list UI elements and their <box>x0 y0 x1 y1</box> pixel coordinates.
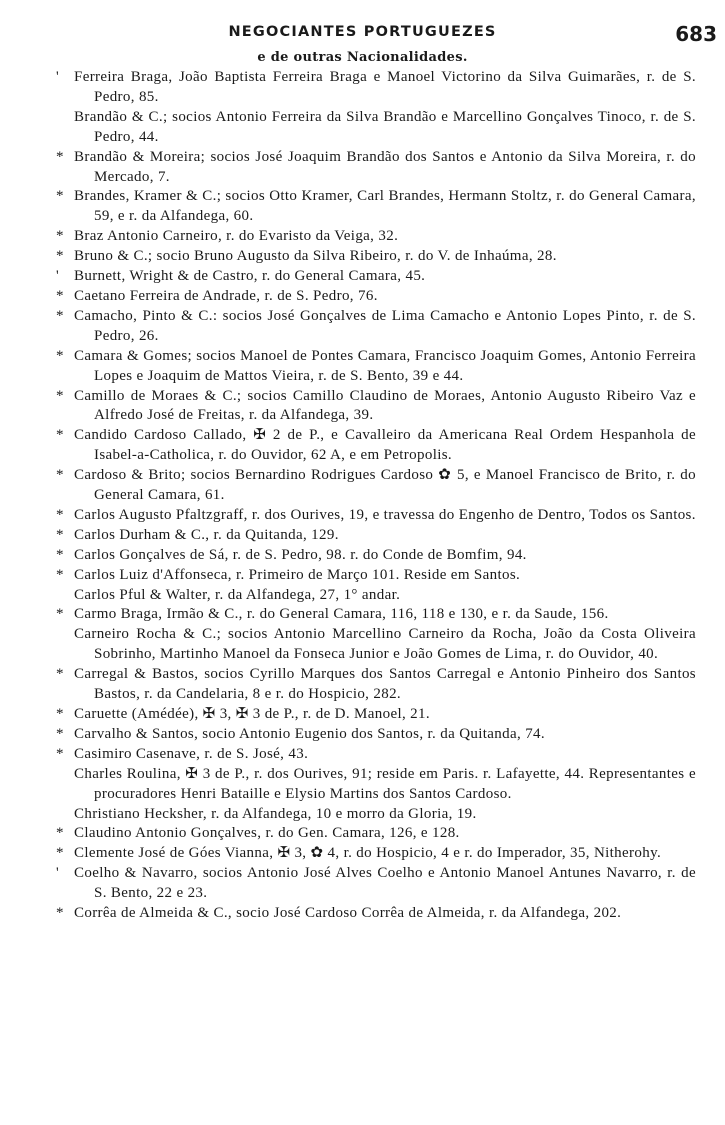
entry-mark: * <box>56 905 64 922</box>
entry-text: Caetano Ferreira de Andrade, r. de S. Pedro, 76. <box>74 287 378 304</box>
directory-entry <box>56 387 696 427</box>
directory-entry <box>56 267 696 287</box>
entry-mark: * <box>56 745 64 762</box>
directory-entry <box>56 546 696 566</box>
entry-mark: * <box>56 706 64 722</box>
entry-mark: * <box>56 188 64 205</box>
entry-text: Claudino Antonio Gonçalves, r. do Gen. Camara, 126, e 128. <box>74 825 460 842</box>
entry-text: Cardoso & Brito; socios Bernardino Rodrigues Cardoso ✿ 5, e Manoel Francisco de Brito, r. do General Camara, 61. <box>74 467 696 504</box>
entry-mark: * <box>56 148 64 165</box>
entry-text: Bruno & C.; socio Bruno Augusto da Silva Ribeiro, r. do V. de Inhaúma, 28. <box>74 248 557 265</box>
directory-entry <box>56 187 696 227</box>
directory-entry <box>56 586 696 606</box>
directory-entry <box>56 426 696 466</box>
directory-entry <box>56 227 696 247</box>
entry-mark: * <box>56 467 64 484</box>
directory-entry <box>56 347 696 387</box>
entry-text: Carvalho & Santos, socio Antonio Eugenio dos Santos, r. da Quitanda, 74. <box>74 725 545 742</box>
directory-entry <box>56 705 696 725</box>
directory-entry <box>56 68 696 108</box>
entry-text: Ferreira Braga, João Baptista Ferreira Braga e Manoel Victorino da Silva Guimarães, r. de S. Pedro, 85. <box>74 69 696 105</box>
entry-text: Carregal & Bastos, socios Cyrillo Marques dos Santos Carregal e Antonio Pinheiro dos Santos Bastos, r. da Candelaria, 8 e r. do Hospicio, 282. <box>74 666 696 703</box>
directory-entry <box>56 566 696 586</box>
entry-text: Brandes, Kramer & C.; socios Otto Kramer, Carl Brandes, Hermann Stoltz, r. do General Camara, 59, e r. da Alfandega, 60. <box>74 188 696 225</box>
entry-mark: * <box>56 725 64 742</box>
directory-entry <box>56 765 696 805</box>
entry-mark: * <box>56 387 64 404</box>
entry-text: Braz Antonio Carneiro, r. do Evaristo da Veiga, 32. <box>74 228 399 245</box>
directory-entry <box>56 805 696 825</box>
entry-text: Burnett, Wright & de Castro, r. do General Camara, 45. <box>74 268 426 285</box>
directory-entry <box>56 247 696 267</box>
entry-mark: * <box>56 566 64 583</box>
directory-entry <box>56 526 696 546</box>
entry-text: Carlos Luiz d'Affonseca, r. Primeiro de Março 101. Reside em Santos. <box>74 566 521 583</box>
entry-mark: * <box>56 307 64 324</box>
directory-entry <box>56 864 696 904</box>
entry-text: Coelho & Navarro, socios Antonio José Alves Coelho e Antonio Manoel Antunes Navarro, r. de S. Bento, 22 e 23. <box>74 865 696 902</box>
entry-text: Clemente José de Góes Vianna, ✠ 3, ✿ 4, r. do Hospicio, 4 e r. do Imperador, 35, Nitherohy. <box>74 845 662 862</box>
entry-text: Carlos Durham & C., r. da Quitanda, 129. <box>74 526 339 543</box>
entry-text: Caruette (Amédée), ✠ 3, ✠ 3 de P., r. de D. Manoel, 21. <box>74 706 430 722</box>
section-subtitle: e de outras Nacionalidades. <box>257 50 468 65</box>
directory-entry <box>56 307 696 347</box>
entry-text: Camillo de Moraes & C.; socios Camillo Claudino de Moraes, Antonio Augusto Ribeiro Vaz e Alfredo José de Freitas, r. da Alfandega, 39. <box>74 387 696 424</box>
entry-mark: * <box>56 506 64 523</box>
entry-text: Candido Cardoso Callado, ✠ 2 de P., e Cavalleiro da Americana Real Ordem Hespanhola de Isabel-a-Catholica, r. do Ouvidor, 62 A, e em Petropolis. <box>74 427 696 464</box>
running-title: NEGOCIANTES PORTUGUEZES <box>228 24 497 40</box>
directory-entry <box>56 466 696 506</box>
entry-text: Carlos Gonçalves de Sá, r. de S. Pedro, 98. r. do Conde de Bomfim, 94. <box>74 546 527 563</box>
directory-entry <box>56 625 696 665</box>
entry-text: Brandão & Moreira; socios José Joaquim Brandão dos Santos e Antonio da Silva Moreira, r. do Mercado, 7. <box>74 148 696 185</box>
directory-entry <box>56 844 696 864</box>
entry-mark: * <box>56 526 64 543</box>
entry-list <box>56 68 696 924</box>
page-number: 683 <box>675 22 717 46</box>
directory-entry <box>56 665 696 705</box>
entry-mark: * <box>56 228 64 245</box>
directory-entry <box>56 506 696 526</box>
directory-entry <box>56 605 696 625</box>
directory-entry <box>56 904 696 924</box>
directory-entry <box>56 108 696 148</box>
entry-mark: * <box>56 825 64 842</box>
entry-mark: * <box>56 248 64 265</box>
entry-mark: * <box>56 347 64 364</box>
directory-entry <box>56 287 696 307</box>
entry-mark: ' <box>56 268 60 285</box>
entry-text: Camara & Gomes; socios Manoel de Pontes Camara, Francisco Joaquim Gomes, Antonio Ferreira Lopes e Joaquim de Mattos Vieira, r. de S. Bento, 39 e 44. <box>74 347 696 384</box>
entry-text: Carmo Braga, Irmão & C., r. do General Camara, 116, 118 e 130, e r. da Saude, 156. <box>74 606 609 623</box>
entry-text: Brandão & C.; socios Antonio Ferreira da Silva Brandão e Marcellino Gonçalves Tinoco, r. de S. Pedro, 44. <box>74 108 696 145</box>
directory-entry <box>56 148 696 188</box>
entry-mark: * <box>56 666 64 683</box>
entry-mark: * <box>56 287 64 304</box>
entry-text: Casimiro Casenave, r. de S. José, 43. <box>74 745 309 762</box>
entry-text: Charles Roulina, ✠ 3 de P., r. dos Ourives, 91; reside em Paris. r. Lafayette, 44. Representantes e procuradores Henri Bataille e Elysio Martins dos Santos Cardoso. <box>74 765 696 802</box>
directory-entry <box>56 824 696 844</box>
entry-text: Christiano Hecksher, r. da Alfandega, 10 e morro da Gloria, 19. <box>74 805 477 822</box>
entry-mark: * <box>56 606 64 623</box>
page-header <box>0 22 725 46</box>
entry-text: Carlos Augusto Pfaltzgraff, r. dos Ourives, 19, e travessa do Engenho de Dentro, Todos os Santos. <box>74 506 696 523</box>
entry-mark: ' <box>56 69 60 85</box>
entry-text: Carneiro Rocha & C.; socios Antonio Marcellino Carneiro da Rocha, João da Costa Oliveira Sobrinho, Martinho Manoel da Fonseca Junior e João Gomes de Lima, r. do Ouvidor, 40. <box>74 626 696 663</box>
entry-mark: * <box>56 546 64 563</box>
entry-mark: ' <box>56 865 60 882</box>
entry-mark: * <box>56 427 64 444</box>
entry-text: Carlos Pful & Walter, r. da Alfandega, 27, 1° andar. <box>74 586 401 603</box>
entry-text: Camacho, Pinto & C.: socios José Gonçalves de Lima Camacho e Antonio Lopes Pinto, r. de S. Pedro, 26. <box>74 307 696 344</box>
entry-text: Corrêa de Almeida & C., socio José Cardoso Corrêa de Almeida, r. da Alfandega, 202. <box>74 905 622 922</box>
directory-entry <box>56 725 696 745</box>
entry-mark: * <box>56 845 64 862</box>
directory-entry <box>56 745 696 765</box>
